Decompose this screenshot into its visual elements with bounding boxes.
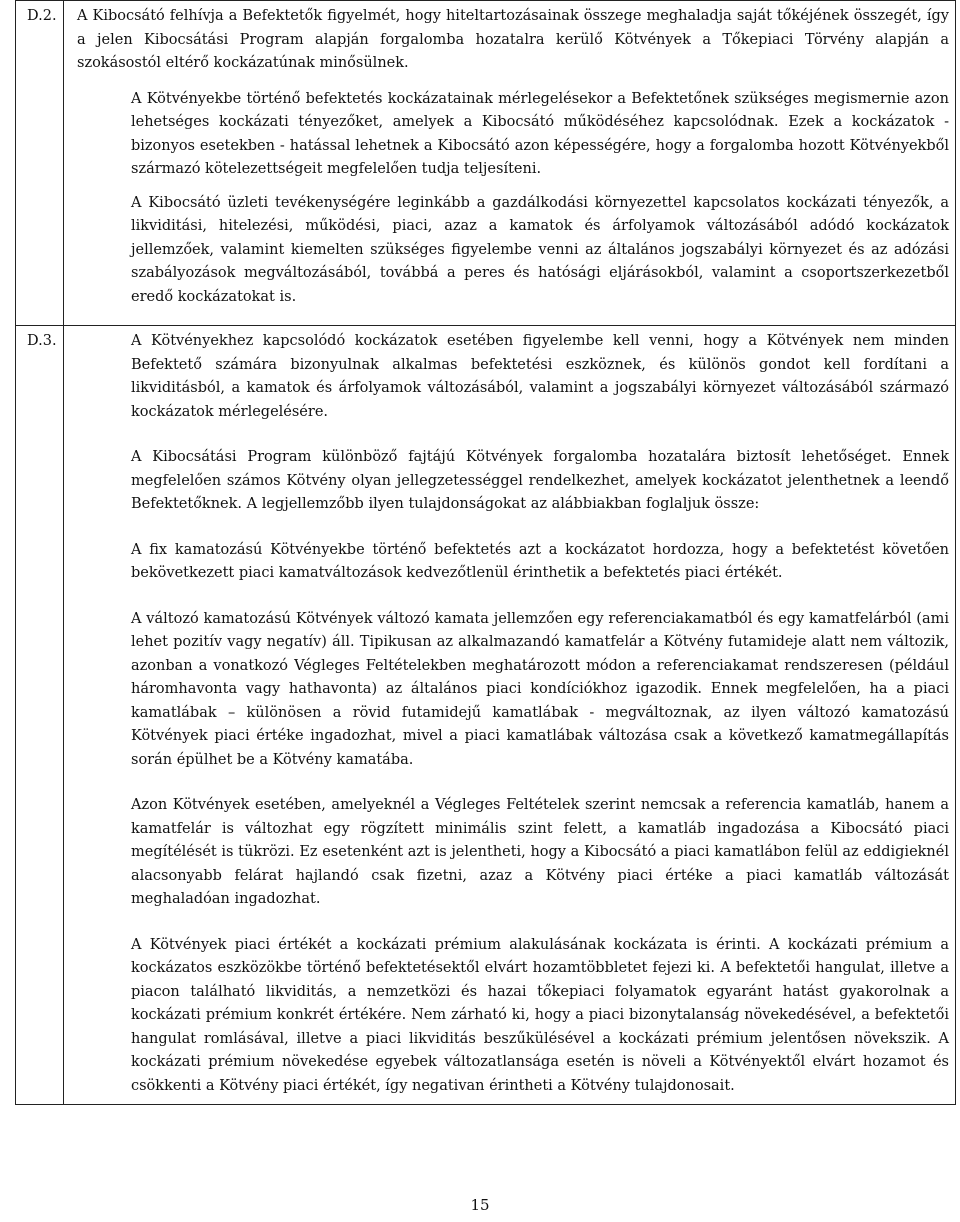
section-row-d3 (16, 326, 956, 1105)
paragraph: A Kötvényekbe történő befektetés kockázatainak mérlegelésekor a Befektetőnek szükséges megismernie azon lehetséges kockázati tényezőket, amelyek a Kibocsátó működéséhez kapcsolódnak. Ezek a kockázatok - bizonyos esetekben - hatással lehetnek a Kibocsátó azon képességére, hogy a forgalomba hozott Kötvényekből származó kötelezettségeit megfelelően tudja teljesíteni. (131, 90, 949, 177)
section-content (64, 326, 956, 1105)
paragraph: A fix kamatozású Kötvényekbe történő befektetés azt a kockázatot hordozza, hogy a befektetést követően bekövetkezett piaci kamatváltozások kedvezőtlenül érinthetik a befektetés piaci értékét. (131, 541, 949, 581)
section-label: D.3. (16, 326, 64, 1105)
page-number: 15 (470, 1196, 490, 1214)
paragraph: A Kibocsátó felhívja a Befektetők figyelmét, hogy hiteltartozásainak összege meghaladja saját tőkéjének összegét, így a jelen Kibocsátási Program alapján forgalomba hozatalra kerülő Kötvények a Tőkepiaci Törvény alapján a szokásostól eltérő kockázatúnak minősülnek. (77, 8, 949, 71)
document-table (15, 0, 956, 1105)
paragraph: A Kibocsátó üzleti tevékenységére leginkább a gazdálkodási környezettel kapcsolatos kockázati tényezők, a likviditási, hitelezési, működési, piaci, azaz a kamatok és árfolyamok változásából adódó kockázatok jellemzőek, valamint kiemelten szükséges figyelembe venni az általános jogszabályi környezet és az adózási szabályozások megváltozásából, továbbá a peres és hatósági eljárásokból, valamint a csoportszerkezetből eredő kockázatokat is. (131, 194, 949, 305)
paragraph: A változó kamatozású Kötvények változó kamata jellemzően egy referenciakamatból és egy kamatfelárból (ami lehet pozitív vagy negatív) áll. Tipikusan az alkalmazandó kamatfelár a Kötvény futamideje alatt nem változik, azonban a vonatkozó Végleges Feltételekben meghatározott módon a referenciakamat rendszeresen (például háromhavonta vagy hathavonta) az általános piaci kondíciókhoz igazodik. Ennek megfelelően, ha a piaci kamatlábak – különösen a rövid futamidejű kamatlábak - megváltoznak, az ilyen változó kamatozású Kötvények piaci értéke ingadozhat, mivel a piaci kamatlábak változása csak a következő kamatmegállapítás során épülhet be a Kötvény kamatába. (131, 610, 949, 768)
paragraph: A Kötvényekhez kapcsolódó kockázatok esetében figyelembe kell venni, hogy a Kötvények nem minden Befektető számára bizonyulnak alkalmas befektetési eszköznek, és különös gondot kell fordítani a likviditásból, a kamatok és árfolyamok változásából, valamint a jogszabályi környezet változásából származó kockázatok mérlegelésére. (131, 333, 949, 420)
section-row-d2 (16, 1, 956, 326)
section-label: D.2. (16, 1, 64, 326)
paragraph: A Kötvények piaci értékét a kockázati prémium alakulásának kockázata is érinti. A kockázati prémium a kockázatos eszközökbe történő befektetésektől elvárt hozamtöbbletet fejezi ki. A befektetői hangulat, illetve a piacon található likviditás, a nemzetközi és hazai tőkepiaci folyamatok egyaránt hatást gyakorolnak a kockázati prémium konkrét értékére. Nem zárható ki, hogy a piaci bizonytalanság növekedésével, a befektetői hangulat romlásával, illetve a piaci likviditás beszűkülésével a kockázati prémium jelentősen növekszik. A kockázati prémium növekedése egyebek változatlansága esetén is növeli a Kötvényektől elvárt hozamot és csökkenti a Kötvény piaci értékét, így negativan érintheti a Kötvény tulajdonosait. (131, 936, 949, 1094)
section-content (64, 1, 956, 326)
paragraph: A Kibocsátási Program különböző fajtájú Kötvények forgalomba hozatalára biztosít lehetőséget. Ennek megfelelően számos Kötvény olyan jellegzetességgel rendelkezhet, amelyek kockázatot jelenthetnek a leendő Befektetőknek. A legjellemzőbb ilyen tulajdonságokat az alábbiakban foglaljuk össze: (131, 449, 949, 512)
paragraph: Azon Kötvények esetében, amelyeknél a Végleges Feltételek szerint nemcsak a referencia kamatláb, hanem a kamatfelár is változhat egy rögzített minimális szint felett, a kamatláb ingadozása a Kibocsátó piaci megítélését is tükrözi. Ez esetenként azt is jelentheti, hogy a Kibocsátó a piaci kamatlábon felül az eddigieknél alacsonyabb felárat hajlandó csak fizetni, azaz a Kötvény piaci értéke a piaci kamatláb változását meghaladóan ingadozhat. (131, 797, 949, 907)
